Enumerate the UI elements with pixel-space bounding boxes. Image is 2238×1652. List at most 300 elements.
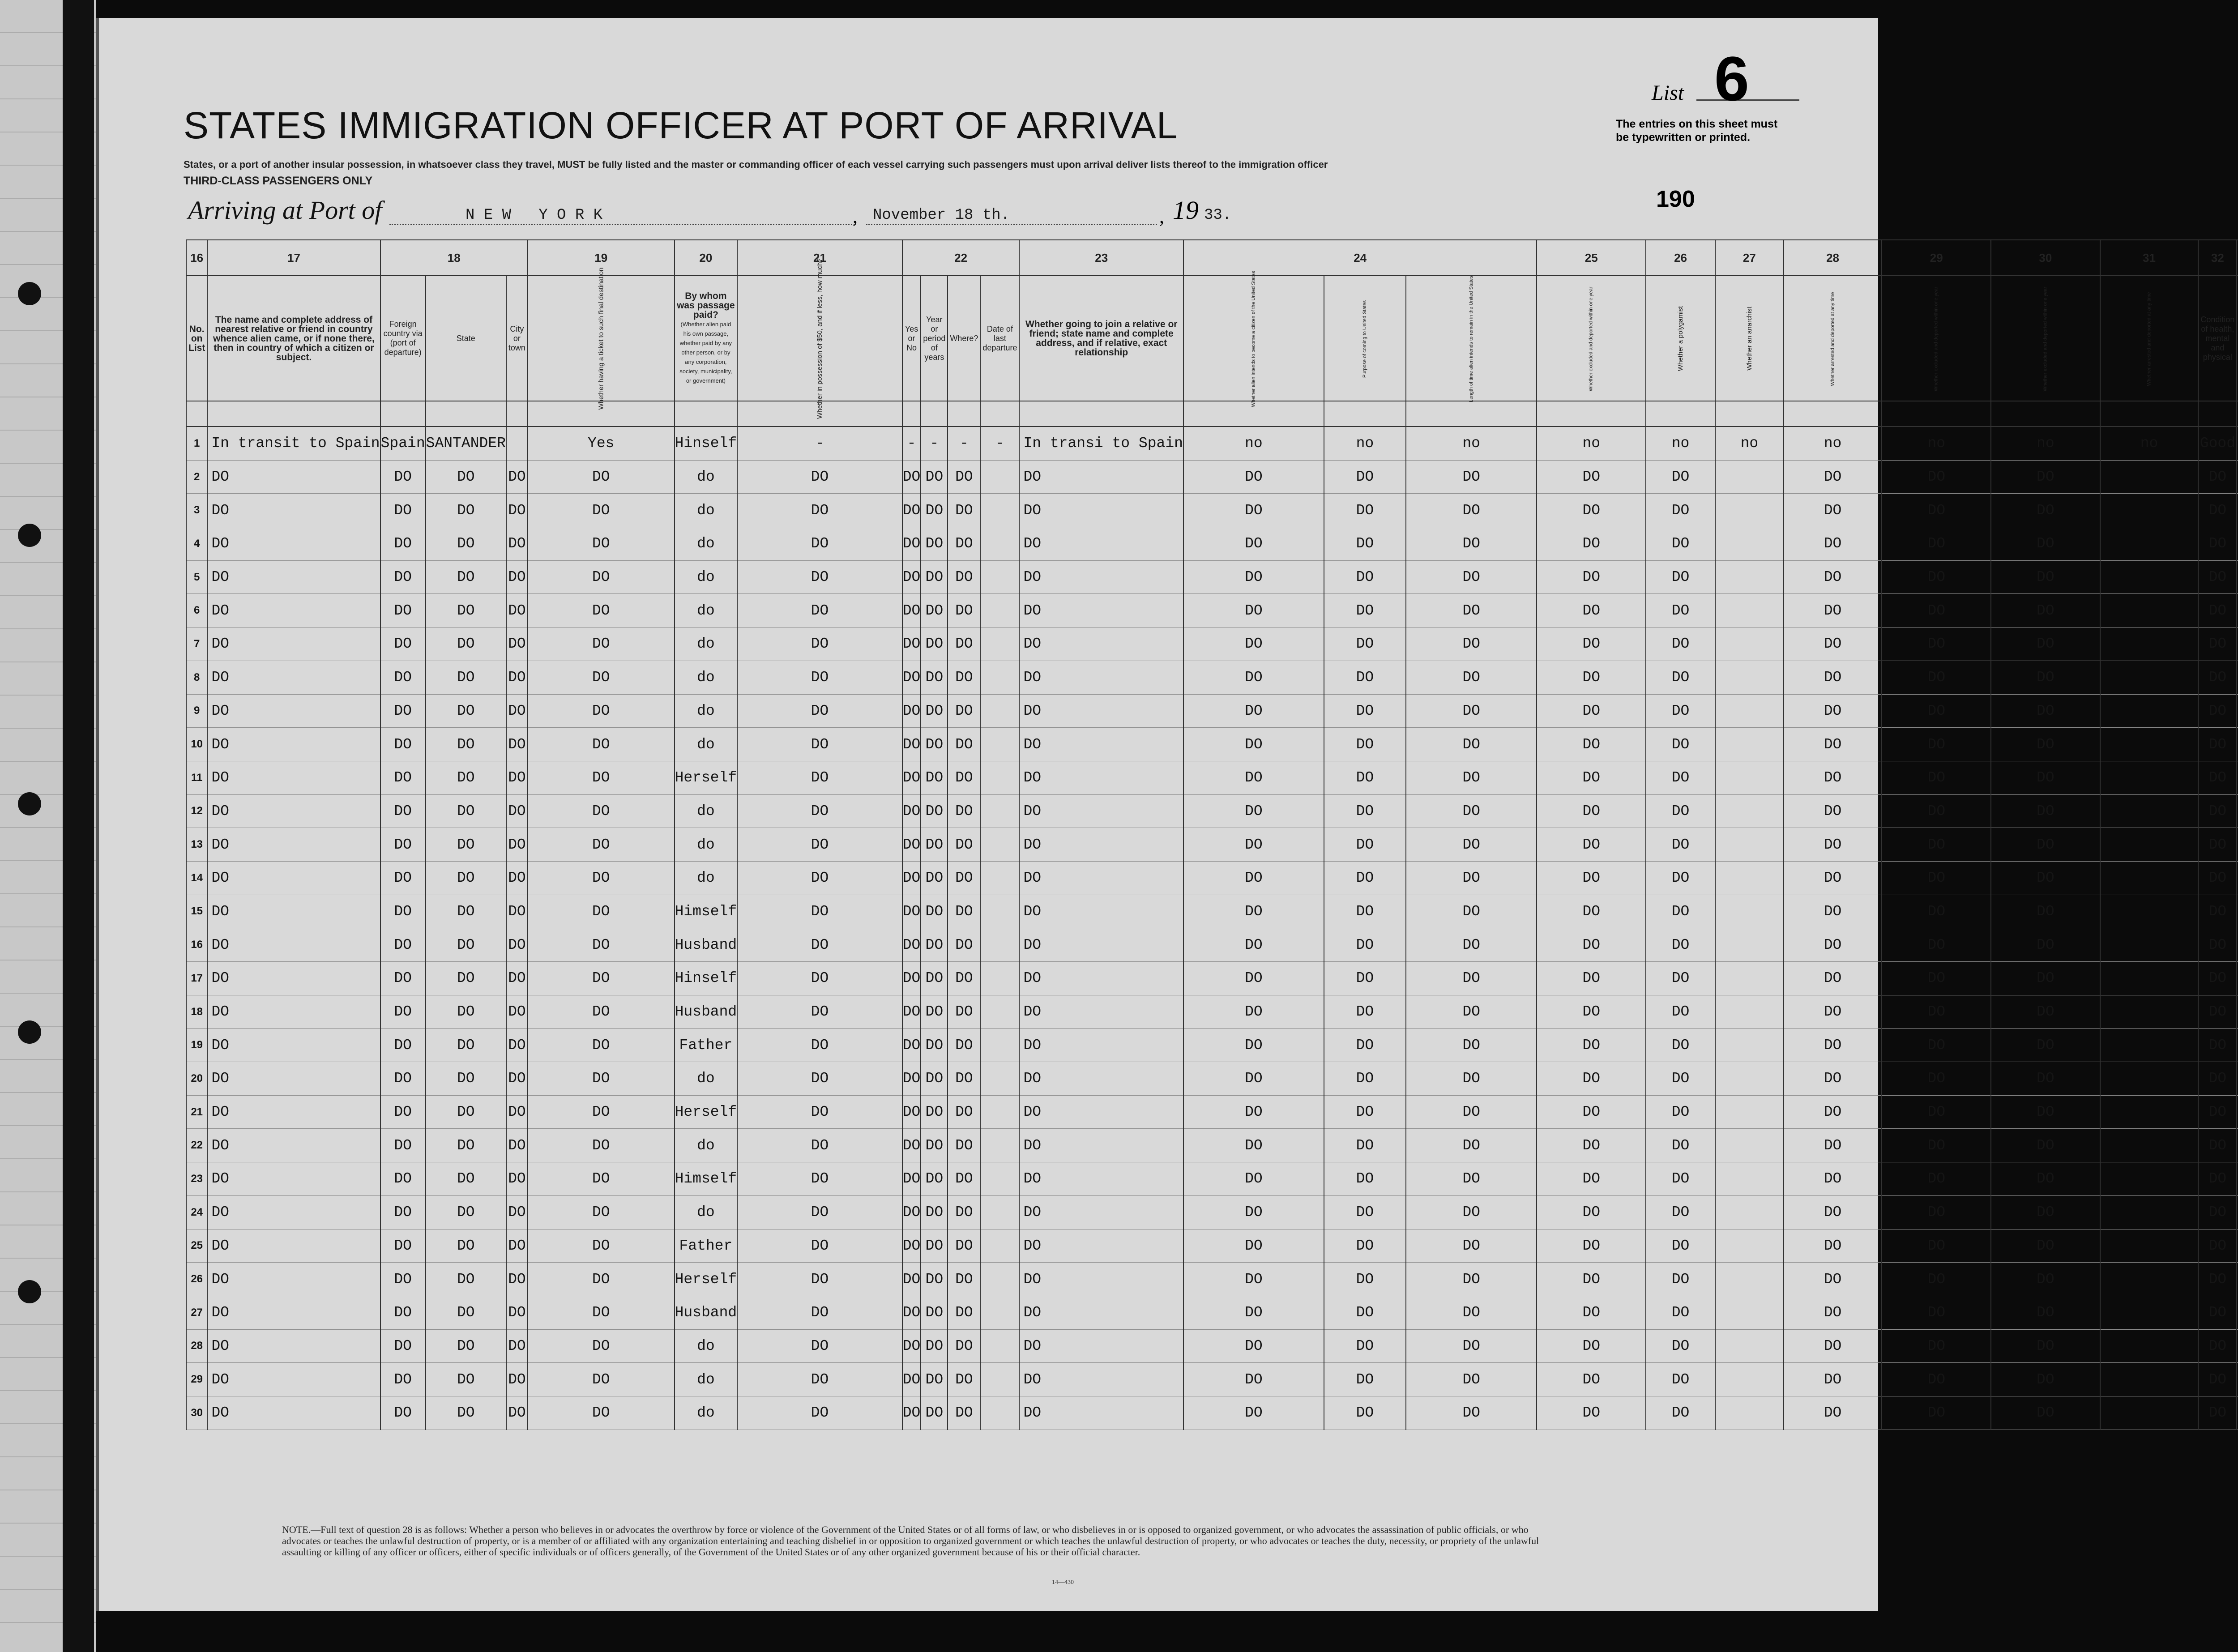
table-cell: Father: [675, 1229, 738, 1263]
table-cell: [980, 460, 1019, 494]
row-number: 9: [186, 694, 207, 728]
table-cell: Herself: [675, 761, 738, 794]
row-number: 1: [186, 427, 207, 460]
table-cell: DO: [1183, 895, 1324, 928]
table-cell: DO: [1882, 560, 1991, 594]
table-cell: DO: [1784, 527, 1882, 561]
table-cell: DO: [1019, 1162, 1183, 1196]
table-cell: DO: [1324, 794, 1406, 828]
table-cell: do: [675, 1329, 738, 1363]
table-cell: [980, 1029, 1019, 1062]
table-cell: DO: [380, 1095, 426, 1129]
row-number: 19: [186, 1029, 207, 1062]
table-cell: DO: [1406, 828, 1537, 862]
table-cell: [2100, 1263, 2199, 1296]
table-cell: DO: [1537, 1129, 1646, 1162]
table-cell: [980, 761, 1019, 794]
table-cell: DO: [1646, 628, 1715, 661]
table-cell: DO: [902, 828, 921, 862]
table-cell: [2100, 560, 2199, 594]
table-cell: DO: [1406, 460, 1537, 494]
table-cell: DO: [1537, 661, 1646, 694]
table-cell: [2100, 1296, 2199, 1329]
table-cell: DO: [380, 494, 426, 527]
table-cell: [2100, 494, 2199, 527]
table-cell: [1715, 1195, 1784, 1229]
table-cell: do: [675, 460, 738, 494]
table-cell: DO: [528, 1095, 675, 1129]
table-row: [186, 527, 2238, 561]
table-cell: DO: [1991, 1029, 2100, 1062]
table-cell: no: [1646, 427, 1715, 460]
table-cell: DO: [948, 1195, 980, 1229]
table-cell: DO: [1183, 1263, 1324, 1296]
table-cell: DO: [1784, 861, 1882, 895]
table-cell: DO: [1646, 1363, 1715, 1396]
table-cell: DO: [737, 1363, 902, 1396]
table-cell: DO: [528, 928, 675, 962]
table-cell: DO: [1019, 761, 1183, 794]
table-cell: DO: [1406, 694, 1537, 728]
table-cell: DO: [921, 794, 948, 828]
table-cell: DO: [528, 828, 675, 862]
col-num: 22: [902, 240, 1020, 276]
table-cell: DO: [902, 761, 921, 794]
table-cell: DO: [426, 694, 506, 728]
table-cell: DO: [1324, 1396, 1406, 1430]
table-cell: DO: [506, 794, 528, 828]
table-row: [186, 1296, 2238, 1329]
table-cell: DO: [426, 962, 506, 995]
table-cell: DO: [921, 1195, 948, 1229]
table-cell: DO: [1406, 962, 1537, 995]
table-cell: DO: [528, 1129, 675, 1162]
table-cell: [2100, 1095, 2199, 1129]
table-cell: DO: [506, 560, 528, 594]
page-number: 190: [1656, 186, 1695, 212]
punch-hole: [18, 792, 41, 815]
table-cell: DO: [1537, 995, 1646, 1029]
table-cell: DO: [921, 1029, 948, 1062]
table-cell: DO: [426, 761, 506, 794]
table-cell: DO: [737, 1229, 902, 1263]
table-cell: DO: [737, 1329, 902, 1363]
table-cell: DO: [1324, 828, 1406, 862]
table-cell: DO: [921, 460, 948, 494]
table-cell: [2100, 1396, 2199, 1430]
table-cell: DO: [921, 1229, 948, 1263]
table-cell: DO: [1991, 728, 2100, 761]
table-cell: DO: [737, 1195, 902, 1229]
table-cell: DO: [1324, 895, 1406, 928]
table-cell: DO: [1019, 1396, 1183, 1430]
table-cell: DO: [1183, 1129, 1324, 1162]
table-cell: DO: [737, 1029, 902, 1062]
notice-line: be typewritten or printed.: [1616, 131, 1751, 144]
row-number: 4: [186, 527, 207, 561]
table-cell: DO: [1537, 460, 1646, 494]
table-cell: [980, 794, 1019, 828]
header-join-relative: Whether going to join a relative or friend; state name and complete address, and if relative, exact relationship: [1019, 276, 1183, 401]
table-cell: DO: [1537, 527, 1646, 561]
table-cell: DO: [207, 694, 380, 728]
table-cell: DO: [1882, 661, 1991, 694]
table-cell: DO: [1646, 1329, 1715, 1363]
table-cell: DO: [207, 1363, 380, 1396]
table-cell: do: [675, 861, 738, 895]
table-cell: DO: [1991, 1195, 2100, 1229]
table-cell: DO: [506, 1129, 528, 1162]
table-cell: DO: [506, 928, 528, 962]
table-cell: In transit to Spain: [207, 427, 380, 460]
table-cell: [1715, 494, 1784, 527]
table-cell: DO: [1183, 728, 1324, 761]
table-cell: do: [675, 661, 738, 694]
table-cell: DO: [1019, 861, 1183, 895]
table-cell: DO: [1646, 1062, 1715, 1096]
table-cell: DO: [737, 1263, 902, 1296]
table-cell: [2100, 861, 2199, 895]
table-cell: DO: [2198, 895, 2237, 928]
table-cell: DO: [1183, 995, 1324, 1029]
table-cell: DO: [1784, 995, 1882, 1029]
table-cell: DO: [1406, 1396, 1537, 1430]
table-cell: DO: [2198, 1396, 2237, 1430]
table-cell: [1715, 1229, 1784, 1263]
table-cell: DO: [1784, 1029, 1882, 1062]
table-cell: do: [675, 1396, 738, 1430]
table-cell: DO: [737, 761, 902, 794]
table-cell: do: [675, 1195, 738, 1229]
table-cell: DO: [1324, 1029, 1406, 1062]
table-cell: DO: [2198, 628, 2237, 661]
table-cell: [2100, 460, 2199, 494]
table-cell: DO: [737, 828, 902, 862]
table-cell: DO: [902, 1396, 921, 1430]
table-cell: DO: [1406, 1229, 1537, 1263]
table-cell: DO: [1324, 560, 1406, 594]
table-cell: DO: [948, 460, 980, 494]
table-cell: DO: [2198, 661, 2237, 694]
table-cell: DO: [902, 1195, 921, 1229]
table-cell: Husband: [675, 1296, 738, 1329]
table-cell: DO: [737, 460, 902, 494]
table-cell: DO: [948, 1129, 980, 1162]
table-cell: DO: [506, 494, 528, 527]
table-cell: DO: [921, 1263, 948, 1296]
table-row: [186, 995, 2238, 1029]
table-cell: [980, 1263, 1019, 1296]
column-header-row: [186, 276, 2238, 401]
table-cell: DO: [1882, 594, 1991, 628]
table-cell: no: [1784, 427, 1882, 460]
table-cell: DO: [426, 1195, 506, 1229]
table-cell: [980, 928, 1019, 962]
table-cell: DO: [1406, 1029, 1537, 1062]
table-cell: DO: [1882, 861, 1991, 895]
table-cell: DO: [737, 861, 902, 895]
table-cell: DO: [948, 794, 980, 828]
table-cell: DO: [1406, 1263, 1537, 1296]
table-row: [186, 594, 2238, 628]
table-cell: DO: [506, 828, 528, 862]
table-cell: DO: [528, 1195, 675, 1229]
table-cell: DO: [207, 895, 380, 928]
table-cell: [2100, 828, 2199, 862]
table-cell: [980, 1062, 1019, 1096]
table-cell: DO: [921, 895, 948, 928]
table-cell: DO: [902, 1162, 921, 1196]
table-cell: DO: [1183, 594, 1324, 628]
table-cell: DO: [1646, 828, 1715, 862]
table-cell: DO: [1646, 928, 1715, 962]
table-cell: DO: [1784, 1129, 1882, 1162]
table-cell: DO: [1019, 628, 1183, 661]
header-where: Where?: [948, 276, 980, 401]
table-cell: -: [902, 427, 921, 460]
table-cell: DO: [948, 1396, 980, 1430]
table-cell: DO: [1183, 861, 1324, 895]
table-cell: DO: [528, 962, 675, 995]
table-cell: DO: [1784, 1229, 1882, 1263]
table-cell: DO: [1991, 761, 2100, 794]
table-cell: DO: [426, 928, 506, 962]
table-cell: DO: [921, 1396, 948, 1430]
col-num: 18: [380, 240, 528, 276]
header-purpose-b: Purpose of coming to United States: [1324, 276, 1406, 401]
table-cell: no: [1183, 427, 1324, 460]
table-row: [186, 1363, 2238, 1396]
table-cell: DO: [921, 1129, 948, 1162]
table-cell: DO: [528, 527, 675, 561]
header-q29: Whether excluded and deported within one year: [1882, 276, 1991, 401]
table-cell: DO: [1183, 761, 1324, 794]
table-cell: DO: [506, 1195, 528, 1229]
table-cell: DO: [207, 1129, 380, 1162]
row-number: 8: [186, 661, 207, 694]
table-cell: DO: [948, 1062, 980, 1096]
table-cell: DO: [1183, 1363, 1324, 1396]
table-cell: DO: [426, 560, 506, 594]
header-purpose-a: Whether alien intends to become a citizen of the United States: [1183, 276, 1324, 401]
table-cell: DO: [1537, 1029, 1646, 1062]
row-number: 23: [186, 1162, 207, 1196]
row-number: 12: [186, 794, 207, 828]
table-cell: DO: [1183, 794, 1324, 828]
col-num: 29: [1882, 240, 1991, 276]
table-cell: DO: [1019, 962, 1183, 995]
header-anarchist: Whether an anarchist: [1715, 276, 1784, 401]
table-cell: DO: [1406, 1095, 1537, 1129]
table-cell: DO: [1882, 460, 1991, 494]
table-cell: DO: [426, 1296, 506, 1329]
table-cell: DO: [1537, 1396, 1646, 1430]
col-num: 24: [1183, 240, 1537, 276]
table-cell: DO: [380, 928, 426, 962]
table-cell: DO: [1784, 594, 1882, 628]
table-cell: [980, 594, 1019, 628]
table-cell: DO: [528, 761, 675, 794]
table-cell: DO: [902, 1095, 921, 1129]
table-cell: DO: [948, 861, 980, 895]
table-cell: [2100, 1029, 2199, 1062]
table-cell: DO: [426, 1363, 506, 1396]
table-cell: DO: [380, 861, 426, 895]
table-cell: DO: [506, 594, 528, 628]
table-cell: DO: [1183, 962, 1324, 995]
table-cell: DO: [1991, 794, 2100, 828]
table-cell: DO: [1991, 661, 2100, 694]
table-cell: do: [675, 828, 738, 862]
table-cell: DO: [1406, 728, 1537, 761]
table-cell: DO: [921, 694, 948, 728]
table-cell: DO: [2198, 1329, 2237, 1363]
row-number: 18: [186, 995, 207, 1029]
table-cell: DO: [1991, 1296, 2100, 1329]
col-num: 31: [2100, 240, 2199, 276]
table-cell: DO: [1183, 1396, 1324, 1430]
table-cell: DO: [1019, 794, 1183, 828]
date-value: November 18 th.: [873, 207, 1010, 224]
table-cell: DO: [426, 460, 506, 494]
table-cell: DO: [1784, 1363, 1882, 1396]
table-cell: DO: [1882, 1363, 1991, 1396]
table-cell: DO: [2198, 962, 2237, 995]
col-num: 25: [1537, 240, 1646, 276]
table-cell: DO: [737, 1296, 902, 1329]
table-cell: DO: [1784, 1095, 1882, 1129]
table-cell: DO: [1991, 1329, 2100, 1363]
manifest-table: [186, 239, 2238, 1430]
table-row: [186, 460, 2238, 494]
header-year-period: Year or period of years: [921, 276, 948, 401]
table-cell: DO: [1882, 494, 1991, 527]
table-cell: DO: [506, 527, 528, 561]
table-cell: [980, 1396, 1019, 1430]
table-cell: DO: [1991, 895, 2100, 928]
punch-hole: [18, 1020, 41, 1044]
table-cell: DO: [1019, 1062, 1183, 1096]
table-cell: [1715, 1396, 1784, 1430]
table-cell: DO: [1882, 694, 1991, 728]
table-row: [186, 560, 2238, 594]
table-cell: DO: [921, 861, 948, 895]
table-cell: DO: [1882, 1329, 1991, 1363]
table-cell: DO: [380, 694, 426, 728]
table-cell: DO: [2198, 995, 2237, 1029]
table-cell: DO: [2198, 694, 2237, 728]
table-cell: DO: [2198, 1363, 2237, 1396]
table-cell: DO: [1019, 1095, 1183, 1129]
table-cell: DO: [1991, 460, 2100, 494]
table-cell: DO: [737, 794, 902, 828]
table-cell: [2100, 594, 2199, 628]
table-cell: DO: [737, 1129, 902, 1162]
table-cell: DO: [1991, 494, 2100, 527]
table-cell: DO: [380, 761, 426, 794]
table-cell: DO: [207, 1296, 380, 1329]
table-cell: DO: [1991, 1129, 2100, 1162]
table-cell: DO: [426, 794, 506, 828]
table-cell: DO: [380, 794, 426, 828]
table-cell: DO: [737, 527, 902, 561]
col-num: 28: [1784, 240, 1882, 276]
table-cell: DO: [902, 594, 921, 628]
table-cell: DO: [426, 1062, 506, 1096]
table-cell: do: [675, 527, 738, 561]
table-cell: DO: [737, 1396, 902, 1430]
table-cell: [1715, 995, 1784, 1029]
table-cell: DO: [1537, 1162, 1646, 1196]
table-cell: [1715, 761, 1784, 794]
table-cell: [980, 694, 1019, 728]
header-q31: Whether arrested and deported at any time: [2100, 276, 2199, 401]
table-cell: DO: [902, 1129, 921, 1162]
table-cell: DO: [1019, 1363, 1183, 1396]
table-cell: DO: [1324, 1363, 1406, 1396]
table-cell: DO: [528, 1329, 675, 1363]
table-cell: DO: [426, 1095, 506, 1129]
table-cell: [2100, 1129, 2199, 1162]
table-cell: [2100, 1195, 2199, 1229]
table-cell: DO: [528, 694, 675, 728]
col-num: 23: [1019, 240, 1183, 276]
header-possession: Whether in possession of $50, and if less, how much?: [737, 276, 902, 401]
table-cell: DO: [2198, 1162, 2237, 1196]
table-cell: DO: [207, 761, 380, 794]
table-cell: DO: [506, 728, 528, 761]
table-cell: no: [1537, 427, 1646, 460]
table-cell: DO: [1882, 728, 1991, 761]
table-cell: DO: [2198, 494, 2237, 527]
arriving-label: Arriving at Port of: [188, 196, 382, 225]
table-cell: [2100, 661, 2199, 694]
table-cell: [1715, 527, 1784, 561]
table-cell: DO: [1324, 1129, 1406, 1162]
col-num: 17: [207, 240, 380, 276]
table-cell: DO: [1646, 728, 1715, 761]
table-cell: DO: [948, 728, 980, 761]
table-cell: -: [737, 427, 902, 460]
table-cell: DO: [2198, 1263, 2237, 1296]
table-cell: DO: [1183, 928, 1324, 962]
table-cell: DO: [1406, 928, 1537, 962]
table-cell: no: [1406, 427, 1537, 460]
table-cell: [1715, 1263, 1784, 1296]
row-number: 26: [186, 1263, 207, 1296]
table-cell: DO: [1784, 628, 1882, 661]
table-row: [186, 962, 2238, 995]
table-cell: DO: [426, 1129, 506, 1162]
table-row: [186, 928, 2238, 962]
table-cell: [980, 1129, 1019, 1162]
table-cell: DO: [506, 1363, 528, 1396]
table-cell: DO: [1537, 794, 1646, 828]
table-cell: DO: [737, 594, 902, 628]
year-suffix: 33.: [1204, 207, 1232, 224]
table-cell: DO: [1406, 494, 1537, 527]
table-cell: DO: [528, 1062, 675, 1096]
table-row: [186, 1062, 2238, 1096]
table-cell: DO: [1882, 628, 1991, 661]
table-cell: DO: [506, 861, 528, 895]
table-cell: [2100, 1363, 2199, 1396]
table-cell: DO: [1646, 661, 1715, 694]
table-cell: DO: [948, 1263, 980, 1296]
table-cell: DO: [1324, 1195, 1406, 1229]
table-cell: DO: [1784, 560, 1882, 594]
table-cell: DO: [380, 828, 426, 862]
